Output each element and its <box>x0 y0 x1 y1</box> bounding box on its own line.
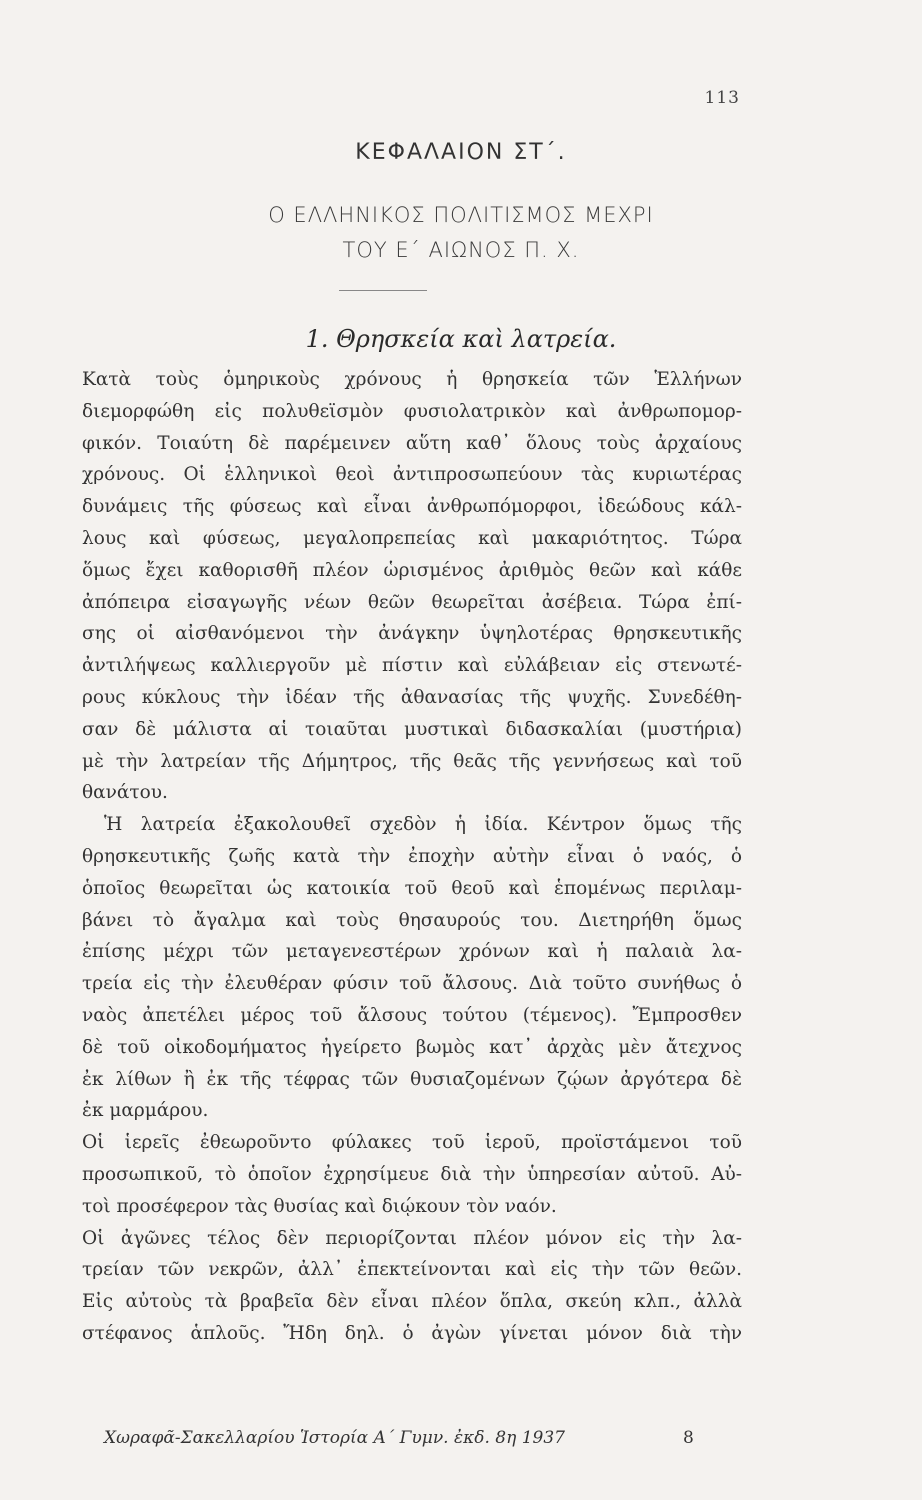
text-line: Οἱ ἱερεῖς ἐθεωροῦντο φύλακες τοῦ ἱεροῦ, προϊστάμενοι τοῦ <box>82 1132 742 1154</box>
text-line: τρείαν τῶν νεκρῶν, ἀλλ᾿ ἐπεκτείνονται καὶ εἰς τὴν τῶν θεῶν. <box>82 1259 742 1281</box>
text-line: θρησκευτικῆς ζωῆς κατὰ τὴν ἐποχὴν αὐτὴν εἶναι ὁ ναός, ὁ <box>82 845 742 867</box>
chapter-title-line-1: Ο ΕΛΛΗΝΙΚΟΣ ΠΟΛΙΤΙΣΜΟΣ ΜΕΧΡΙ <box>268 203 654 227</box>
text-line: φικόν. Τοιαύτη δὲ παρέμεινεν αὕτη καθ᾿ ὅλους τοὺς ἀρχαίους <box>82 432 742 454</box>
chapter-title-line-2: ΤΟΥ Ε΄ ΑΙΩΝΟΣ Π. Χ. <box>342 238 580 262</box>
text-line: ναὸς ἀπετέλει μέρος τοῦ ἄλσους τούτου (τέμενος). Ἔμπροσθεν <box>82 1004 742 1026</box>
text-line: ἐκ λίθων ἢ ἐκ τῆς τέφρας τῶν θυσιαζομένων ζῴων ἀργότερα δὲ <box>82 1068 742 1090</box>
text-line: χρόνους. Οἱ ἑλληνικοὶ θεοὶ ἀντιπροσωπεύουν τὰς κυριωτέρας <box>82 464 742 486</box>
text-line: θανάτου. <box>82 782 168 804</box>
text-line: μὲ τὴν λατρείαν τῆς Δήμητρος, τῆς θεᾶς τῆς γεννήσεως καὶ τοῦ <box>82 750 742 772</box>
text-line: λους καὶ φύσεως, μεγαλοπρεπείας καὶ μακαριότητος. Τώρα <box>82 527 742 549</box>
text-line: ὁποῖος θεωρεῖται ὡς κατοικία τοῦ θεοῦ καὶ ἑπομένως περιλαμ- <box>82 877 742 899</box>
text-line: δὲ τοῦ οἰκοδομήματος ἠγείρετο βωμὸς κατ᾿ ἀρχὰς μὲν ἄτεχνος <box>82 1036 742 1058</box>
text-line: Ἡ λατρεία ἐξακολουθεῖ σχεδὸν ἡ ἰδία. Κέντρον ὅμως τῆς <box>104 814 742 836</box>
text-line: ἐπίσης μέχρι τῶν μεταγενεστέρων χρόνων καὶ ἡ παλαιὰ λα- <box>82 941 742 963</box>
body-text <box>82 364 742 1350</box>
text-line: δυνάμεις τῆς φύσεως καὶ εἶναι ἀνθρωπόμορφοι, ἰδεώδους κάλ- <box>82 496 742 518</box>
section-heading: 1. Θρησκεία καὶ λατρεία. <box>305 325 617 353</box>
text-line: ὅμως ἔχει καθορισθῆ πλέον ὡρισμένος ἀριθμὸς θεῶν καὶ κάθε <box>82 559 742 581</box>
page-number: 113 <box>704 88 740 108</box>
text-line: τοὶ προσέφερον τὰς θυσίας καὶ διῴκουν τὸν ναόν. <box>82 1195 557 1217</box>
text-line: Κατὰ τοὺς ὁμηρικοὺς χρόνους ἡ θρησκεία τῶν Ἑλλήνων <box>82 369 742 390</box>
text-line: ἐκ μαρμάρου. <box>82 1100 209 1122</box>
text-line: ἀντιλήψεως καλλιεργοῦν μὲ πίστιν καὶ εὐλάβειαν εἰς στενωτέ- <box>82 655 742 677</box>
text-line: Οἱ ἀγῶνες τέλος δὲν περιορίζονται πλέον μόνον εἰς τὴν λα- <box>82 1227 742 1249</box>
text-line: σης οἱ αἰσθανόμενοι τὴν ἀνάγκην ὑψηλοτέρας θρησκευτικῆς <box>82 623 742 645</box>
text-line: ἀπόπειρα εἰσαγωγῆς νέων θεῶν θεωρεῖται ἀσέβεια. Τώρα ἐπί- <box>82 591 742 613</box>
text-line: διεμορφώθη εἰς πολυθεϊσμὸν φυσιολατρικὸν καὶ ἀνθρωπομορ- <box>82 400 742 422</box>
text-line: βάνει τὸ ἄγαλμα καὶ τοὺς θησαυρούς του. Διετηρήθη ὅμως <box>82 909 742 931</box>
text-line: Εἰς αὐτοὺς τὰ βραβεῖα δὲν εἶναι πλέον ὅπλα, σκεύη κλπ., ἀλλὰ <box>82 1291 742 1313</box>
text-line: τρεία εἰς τὴν ἐλευθέραν φύσιν τοῦ ἄλσους. Διὰ τοῦτο συνήθως ὁ <box>82 973 742 995</box>
chapter-heading: ΚΕΦΑΛΑΙΟΝ ΣΤ΄. <box>355 140 567 165</box>
divider-rule <box>339 290 427 291</box>
footer-citation: Χωραφᾶ-Σακελλαρίου Ἱστορία Α΄ Γυμν. ἐκδ. 8η 1937 <box>104 1428 565 1448</box>
signature-mark: 8 <box>683 1428 694 1448</box>
text-line: σαν δὲ μάλιστα αἱ τοιαῦται μυστικαὶ διδασκαλίαι (μυστήρια) <box>82 718 742 740</box>
text-line: ρους κύκλους τὴν ἰδέαν τῆς ἀθανασίας τῆς ψυχῆς. Συνεδέθη- <box>82 686 742 708</box>
text-line: προσωπικοῦ, τὸ ὁποῖον ἐχρησίμευε διὰ τὴν ὑπηρεσίαν αὐτοῦ. Αὐ- <box>82 1163 742 1185</box>
text-line: στέφανος ἁπλοῦς. Ἤδη δηλ. ὁ ἀγὼν γίνεται μόνον διὰ τὴν <box>82 1322 742 1344</box>
